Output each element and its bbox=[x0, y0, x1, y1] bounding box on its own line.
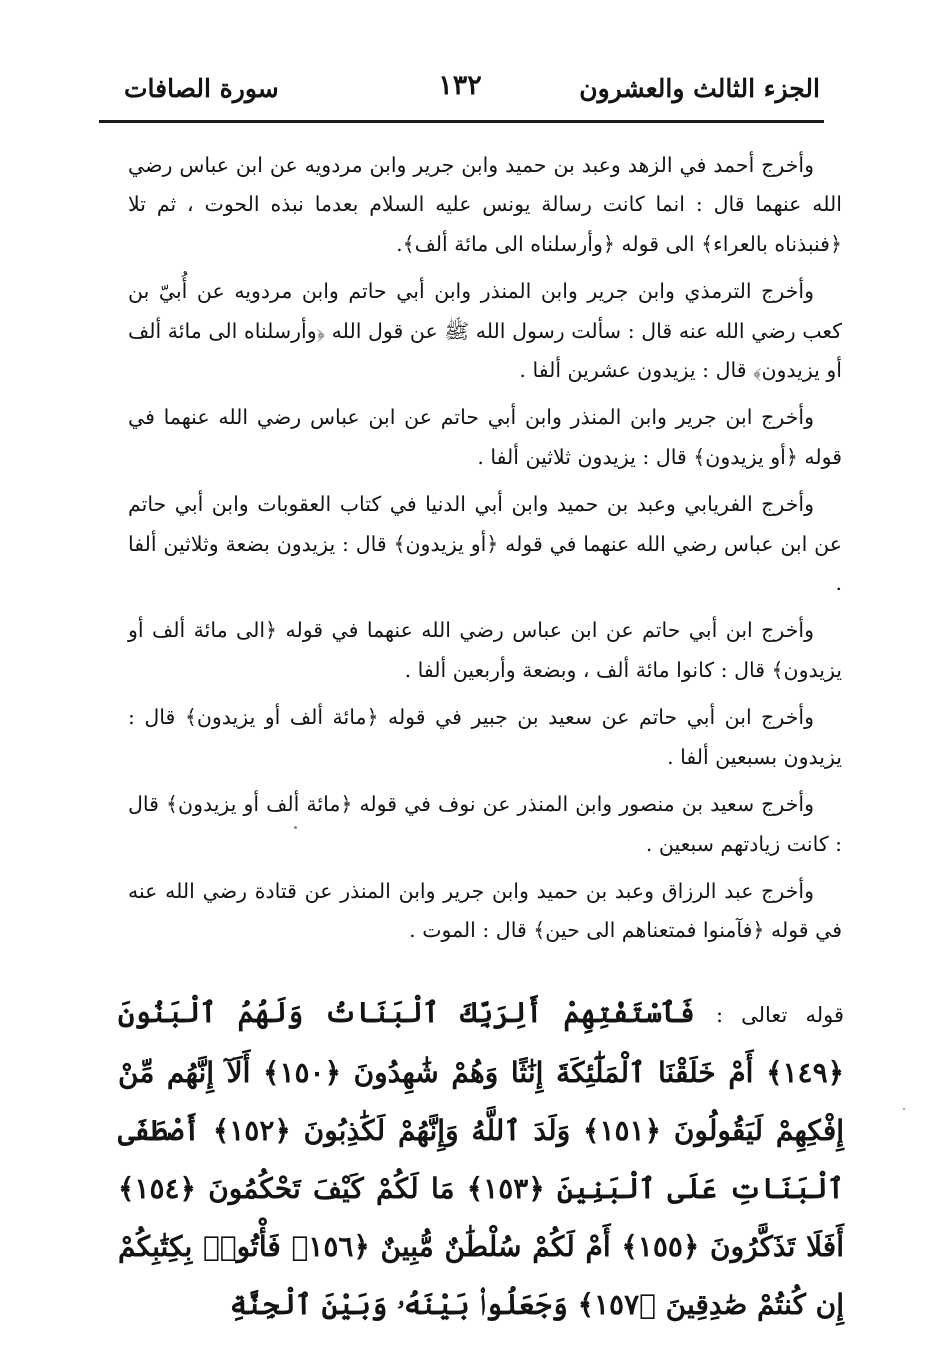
page-number: ١٣٢ bbox=[438, 70, 482, 101]
running-header bbox=[100, 66, 820, 116]
quran-verse-text: فَٱسْتَفْتِهِمْ أَلِرَبِّكَ ٱلْبَنَاتُ وَلَهُمُ ٱلْبَنُونَ ﴿١٤٩﴾ أَمْ خَلَقْنَا ٱلْمَلَٰٓئِكَةَ إِنَٰثًا وَهُمْ شَٰهِدُونَ ﴿١٥٠﴾ أَلَآ إِنَّهُم مِّنْ إِفْكِهِمْ لَيَقُولُونَ ﴿١٥١﴾ وَلَدَ ٱللَّهُ وَإِنَّهُمْ لَكَٰذِبُونَ ﴿١٥٢﴾ أَصْطَفَى ٱلْبَنَاتِ عَلَى ٱلْبَنِينَ ﴿١٥٣﴾ مَا لَكُمْ كَيْفَ تَحْكُمُونَ ﴿١٥٤﴾ أَفَلَا تَذَكَّرُونَ ﴿١٥٥﴾ أَمْ لَكُمْ سُلْطَٰنٌ مُّبِينٌ ﴿١٥٦﴾ فَأْتُوا۟ بِكِتَٰبِكُمْ إِن كُنتُمْ صَٰدِقِينَ ﴿١٥٧﴾ وَجَعَلُوا۟ بَيْنَهُۥ وَبَيْنَ ٱلْجِنَّةِ bbox=[118, 996, 845, 1321]
paragraph: وأخرج ابن جرير وابن المنذر وابن أبي حاتم عن ابن عباس رضي الله عنهما في قوله ﴿أو يزيدون﴾ قال : يزيدون ثلاثين ألفا . bbox=[128, 405, 842, 469]
verse-intro-label: قوله تعالى : bbox=[715, 1003, 845, 1027]
quran-verses-block bbox=[118, 984, 844, 1334]
part-title: الجزء الثالث والعشرون bbox=[579, 74, 820, 103]
scan-speck bbox=[294, 826, 297, 829]
paragraph: وأخرج عبد الرزاق وعبد بن حميد وابن جرير وابن المنذر عن قتادة رضي الله عنه في قوله ﴿فآمنوا فمتعناهم الى حين﴾ قال : الموت . bbox=[128, 878, 842, 943]
commentary-text bbox=[128, 146, 842, 959]
paragraph: وأخرج سعيد بن منصور وابن المنذر عن نوف في قوله ﴿مائة ألف أو يزيدون﴾ قال : كانت زيادتهم سبعين . bbox=[128, 792, 842, 856]
paragraph: وأخرج الفريابي وعبد بن حميد وابن أبي الدنيا في كتاب العقوبات وابن أبي حاتم عن ابن عباس رضي الله عنهما في قوله ﴿أو يزيدون﴾ قال : يزيدون بضعة وثلاثين ألفا . bbox=[128, 492, 842, 596]
surah-title: سورة الصافات bbox=[124, 74, 279, 103]
paragraph: وأخرج ابن أبي حاتم عن ابن عباس رضي الله عنهما في قوله ﴿الى مائة ألف أو يزيدون﴾ قال : كانوا مائة ألف ، وبضعة وأربعين ألفا . bbox=[128, 618, 842, 682]
paragraph: وأخرج أحمد في الزهد وعبد بن حميد وابن جرير وابن مردويه عن ابن عباس رضي الله عنهما قال : انما كانت رسالة يونس عليه السلام بعدما نبذه الحوت ، ثم تلا ﴿فنبذناه بالعراء﴾ الى قوله ﴿وأرسلناه الى مائة ألف﴾. bbox=[128, 153, 842, 256]
scan-speck bbox=[903, 1108, 905, 1110]
paragraph: وأخرج الترمذي وابن جرير وابن المنذر وابن أبي حاتم وابن مردويه عن أُبيّ بن كعب رضي الله عنه قال : سألت رسول الله ﷺ عن قول الله ﴿وأرسلناه الى مائة ألف أو يزيدون﴾ قال : يزيدون عشرين ألفا . bbox=[128, 279, 842, 383]
header-rule bbox=[99, 120, 824, 123]
paragraph: وأخرج ابن أبي حاتم عن سعيد بن جبير في قوله ﴿مائة ألف أو يزيدون﴾ قال : يزيدون بسبعين ألفا . bbox=[128, 705, 842, 769]
